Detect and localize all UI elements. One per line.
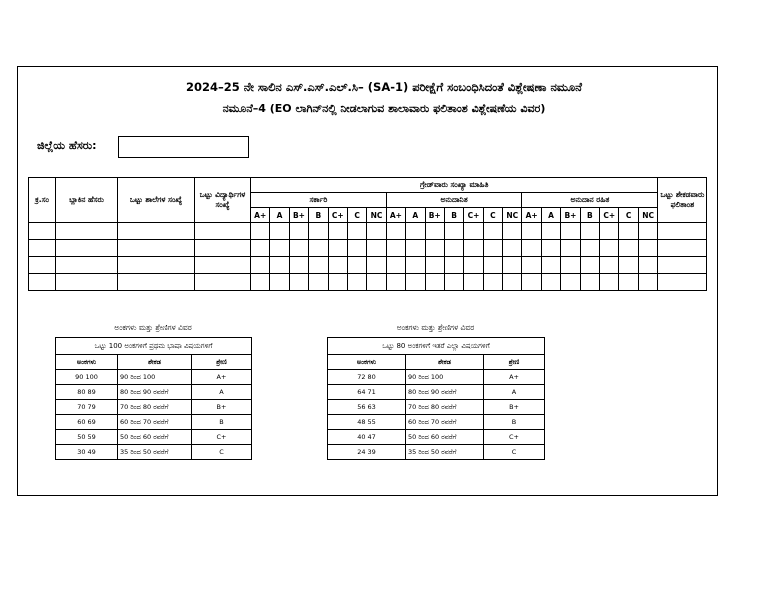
table-cell[interactable] [503, 257, 522, 274]
table-cell: 50 ರಿಂದ 60 ರವರೆಗೆ [118, 430, 192, 445]
table-row [328, 430, 545, 445]
table-cell[interactable] [658, 240, 707, 257]
table-row [29, 223, 707, 240]
table-cell: 70 ರಿಂದ 80 ರವರೆಗೆ [406, 400, 484, 415]
table-cell[interactable] [386, 257, 405, 274]
table-cell[interactable] [561, 240, 580, 257]
table-cell: 50 ರಿಂದ 60 ರವರೆಗೆ [406, 430, 484, 445]
table-cell[interactable] [541, 223, 560, 240]
table-cell: A+ [192, 370, 252, 385]
col-gradewise-header: ಗ್ರೇಡ್‌ವಾರು ಸಂಖ್ಯಾ ಮಾಹಿತಿ [251, 178, 658, 193]
table-cell[interactable] [406, 240, 425, 257]
table-cell[interactable] [29, 274, 56, 291]
table-cell[interactable] [328, 257, 347, 274]
table-cell[interactable] [425, 223, 444, 240]
table-cell[interactable] [367, 240, 386, 257]
table-cell: 90 ರಿಂದ 100 [406, 370, 484, 385]
table-cell: B+ [484, 400, 545, 415]
table-cell[interactable] [444, 257, 463, 274]
table-cell[interactable] [464, 223, 483, 240]
table-cell[interactable] [483, 274, 502, 291]
table-cell[interactable] [347, 257, 366, 274]
table-cell[interactable] [406, 257, 425, 274]
table-cell[interactable] [195, 240, 251, 257]
table-cell[interactable] [444, 223, 463, 240]
grade-header: B+ [425, 208, 444, 223]
group-header: ಸರ್ಕಾರಿ [251, 193, 387, 208]
table-cell[interactable] [347, 223, 366, 240]
table-cell: 80 89 [56, 385, 118, 400]
table-cell[interactable] [195, 274, 251, 291]
table-cell[interactable] [561, 257, 580, 274]
right-table-heading: ಒಟ್ಟು 80 ಅಂಕಗಳಿಗೆ ಇತರೆ ಎಲ್ಲಾ ವಿಷಯಗಳಿಗೆ [328, 338, 545, 355]
grade-header: B+ [561, 208, 580, 223]
table-cell[interactable] [483, 240, 502, 257]
form-subtitle: ನಮೂನೆ–4 (EO ಲಾಗಿನ್‌ನಲ್ಲಿ ನೀಡಲಾಗುವ ಶಾಲಾವಾರು ಫಲಿತಾಂಶ ವಿಶ್ಲೇಷಣೆಯ ವಿವರ) [222, 102, 546, 115]
table-cell[interactable] [386, 240, 405, 257]
grade-header: NC [638, 208, 658, 223]
table-cell[interactable] [638, 240, 658, 257]
table-cell[interactable] [289, 240, 308, 257]
table-cell[interactable] [195, 223, 251, 240]
table-cell[interactable] [522, 274, 541, 291]
table-cell[interactable] [328, 274, 347, 291]
table-cell[interactable] [347, 240, 366, 257]
table-cell: 80 ರಿಂದ 90 ರವರೆಗೆ [118, 385, 192, 400]
table-cell[interactable] [658, 257, 707, 274]
table-cell[interactable] [580, 223, 599, 240]
table-cell[interactable] [464, 274, 483, 291]
table-row [328, 385, 545, 400]
table-cell[interactable] [658, 223, 707, 240]
table-cell[interactable] [444, 274, 463, 291]
table-cell[interactable] [251, 274, 270, 291]
grade-summary-table [28, 177, 707, 291]
table-cell: 72 80 [328, 370, 406, 385]
table-cell: B [192, 415, 252, 430]
table-cell[interactable] [522, 240, 541, 257]
table-cell[interactable] [251, 223, 270, 240]
table-row [328, 400, 545, 415]
table-cell[interactable] [118, 223, 195, 240]
table-cell[interactable] [561, 223, 580, 240]
table-row [56, 445, 252, 460]
table-cell[interactable] [118, 257, 195, 274]
table-row [56, 430, 252, 445]
table-cell: 90 100 [56, 370, 118, 385]
grade-header: A+ [386, 208, 405, 223]
right-table-caption: ಅಂಕಗಳು ಮತ್ತು ಶ್ರೇಣಿಗಳ ವಿವರ [396, 323, 475, 332]
table-cell[interactable] [503, 274, 522, 291]
table-cell[interactable] [270, 274, 289, 291]
table-cell: A [192, 385, 252, 400]
table-cell[interactable] [580, 274, 599, 291]
table-cell: 80 ರಿಂದ 90 ರವರೆಗೆ [406, 385, 484, 400]
table-cell: 70 79 [56, 400, 118, 415]
table-cell: 35 ರಿಂದ 50 ರವರೆಗೆ [118, 445, 192, 460]
table-cell[interactable] [425, 274, 444, 291]
table-cell: 90 ರಿಂದ 100 [118, 370, 192, 385]
column-header: ಅಂಕಗಳು [328, 355, 406, 370]
table-cell: 60 69 [56, 415, 118, 430]
table-cell[interactable] [600, 274, 619, 291]
table-cell[interactable] [619, 240, 638, 257]
table-cell[interactable] [347, 274, 366, 291]
column-header: ಅಂಕಗಳು [56, 355, 118, 370]
table-row [56, 385, 252, 400]
table-cell[interactable] [289, 257, 308, 274]
table-row [29, 274, 707, 291]
table-cell[interactable] [270, 240, 289, 257]
table-cell: A [484, 385, 545, 400]
table-cell[interactable] [289, 274, 308, 291]
table-cell: 56 63 [328, 400, 406, 415]
table-cell[interactable] [541, 240, 560, 257]
table-cell: C [484, 445, 545, 460]
table-cell[interactable] [328, 240, 347, 257]
grade-header: A [406, 208, 425, 223]
col-schools-header: ಒಟ್ಟು ಶಾಲೆಗಳ ಸಂಖ್ಯೆ [118, 178, 195, 223]
grade-header: NC [367, 208, 386, 223]
table-cell: 48 55 [328, 415, 406, 430]
table-cell[interactable] [522, 223, 541, 240]
district-label: ಜಿಲ್ಲೆಯ ಹೆಸರು: [37, 139, 97, 152]
table-row [56, 400, 252, 415]
table-cell: 30 49 [56, 445, 118, 460]
table-cell[interactable] [406, 223, 425, 240]
table-row [29, 257, 707, 274]
table-cell[interactable] [29, 257, 56, 274]
table-row [328, 445, 545, 460]
table-cell[interactable] [425, 240, 444, 257]
table-cell[interactable] [619, 274, 638, 291]
table-cell[interactable] [309, 223, 328, 240]
table-cell[interactable] [29, 240, 56, 257]
table-cell[interactable] [580, 240, 599, 257]
grade-header: A+ [251, 208, 270, 223]
group-header: ಅನುದಾನಿತ [386, 193, 522, 208]
first-language-grade-table [55, 337, 252, 460]
table-cell[interactable] [289, 223, 308, 240]
col-block-header: ಬ್ಲಾಕಿನ ಹೆಸರು [56, 178, 118, 223]
table-row [56, 415, 252, 430]
col-serial-header: ಕ್ರ.ಸಂ [29, 178, 56, 223]
grade-header: A [270, 208, 289, 223]
table-cell[interactable] [425, 257, 444, 274]
grade-header: C+ [600, 208, 619, 223]
table-cell[interactable] [600, 257, 619, 274]
table-cell: 24 39 [328, 445, 406, 460]
table-cell: C+ [484, 430, 545, 445]
table-cell: 60 ರಿಂದ 70 ರವರೆಗೆ [406, 415, 484, 430]
table-row [328, 370, 545, 385]
table-cell: C+ [192, 430, 252, 445]
column-header: ಶ್ರೇಣಿ [192, 355, 252, 370]
table-cell[interactable] [638, 274, 658, 291]
column-header: ಶೇಕಡ [118, 355, 192, 370]
table-cell: B [484, 415, 545, 430]
table-cell[interactable] [619, 257, 638, 274]
table-cell[interactable] [367, 274, 386, 291]
table-row [29, 240, 707, 257]
table-cell[interactable] [328, 223, 347, 240]
table-cell[interactable] [600, 223, 619, 240]
table-row [56, 370, 252, 385]
grade-header: A [541, 208, 560, 223]
left-table-caption: ಅಂಕಗಳು ಮತ್ತು ಶ್ರೇಣಿಗಳ ವಿವರ [114, 323, 192, 332]
table-cell[interactable] [29, 223, 56, 240]
table-cell: 35 ರಿಂದ 50 ರವರೆಗೆ [406, 445, 484, 460]
other-subjects-grade-table [327, 337, 545, 460]
table-cell[interactable] [56, 257, 118, 274]
col-students-header: ಒಟ್ಟು ವಿದ್ಯಾರ್ಥಿಗಳ ಸಂಖ್ಯೆ [195, 178, 251, 223]
table-cell[interactable] [464, 257, 483, 274]
table-cell[interactable] [309, 257, 328, 274]
table-cell: 50 59 [56, 430, 118, 445]
table-cell[interactable] [561, 274, 580, 291]
table-cell[interactable] [444, 240, 463, 257]
col-total-header: ಒಟ್ಟು ಶೇಕಡವಾರು ಫಲಿತಾಂಶ [658, 178, 707, 223]
table-cell[interactable] [386, 274, 405, 291]
table-cell[interactable] [56, 274, 118, 291]
table-cell[interactable] [522, 257, 541, 274]
grade-header: C+ [328, 208, 347, 223]
table-cell[interactable] [638, 223, 658, 240]
table-row [328, 415, 545, 430]
table-cell[interactable] [600, 240, 619, 257]
grade-header: C [483, 208, 502, 223]
grade-header: NC [503, 208, 522, 223]
group-header: ಅನುದಾನ ರಹಿತ [522, 193, 658, 208]
table-cell[interactable] [270, 257, 289, 274]
table-cell: 40 47 [328, 430, 406, 445]
table-cell[interactable] [309, 274, 328, 291]
column-header: ಶ್ರೇಣಿ [484, 355, 545, 370]
table-cell[interactable] [658, 274, 707, 291]
grade-header: B [309, 208, 328, 223]
table-cell[interactable] [251, 240, 270, 257]
table-cell[interactable] [270, 223, 289, 240]
table-cell[interactable] [367, 257, 386, 274]
table-cell[interactable] [309, 240, 328, 257]
table-cell[interactable] [619, 223, 638, 240]
table-cell[interactable] [386, 223, 405, 240]
table-cell[interactable] [483, 257, 502, 274]
table-cell[interactable] [638, 257, 658, 274]
grade-header: B+ [289, 208, 308, 223]
table-cell[interactable] [56, 223, 118, 240]
table-cell: 70 ರಿಂದ 80 ರವರೆಗೆ [118, 400, 192, 415]
table-cell[interactable] [503, 223, 522, 240]
left-table-heading: ಒಟ್ಟು 100 ಅಂಕಗಳಿಗೆ ಪ್ರಥಮ ಭಾಷಾ ವಿಷಯಗಳಿಗೆ [56, 338, 252, 355]
table-cell[interactable] [195, 257, 251, 274]
table-cell[interactable] [406, 274, 425, 291]
table-cell: 64 71 [328, 385, 406, 400]
table-cell[interactable] [56, 240, 118, 257]
table-cell[interactable] [580, 257, 599, 274]
form-title: 2024–25 ನೇ ಸಾಲಿನ ಎಸ್.ಎಸ್.ಎಲ್.ಸಿ– (SA-1) ಪರೀಕ್ಷೆಗೆ ಸಂಬಂಧಿಸಿದಂತೆ ವಿಶ್ಲೇಷಣಾ ನಮೂನೆ [186, 80, 582, 94]
table-cell[interactable] [483, 223, 502, 240]
table-cell[interactable] [367, 223, 386, 240]
table-cell[interactable] [541, 257, 560, 274]
grade-header: B [444, 208, 463, 223]
table-cell[interactable] [503, 240, 522, 257]
grade-header: A+ [522, 208, 541, 223]
table-cell[interactable] [118, 274, 195, 291]
district-name-field[interactable] [118, 136, 249, 158]
table-cell: C [192, 445, 252, 460]
grade-header: B [580, 208, 599, 223]
table-cell[interactable] [541, 274, 560, 291]
table-cell: B+ [192, 400, 252, 415]
grade-header: C+ [464, 208, 483, 223]
table-cell: 60 ರಿಂದ 70 ರವರೆಗೆ [118, 415, 192, 430]
table-cell[interactable] [464, 240, 483, 257]
table-cell[interactable] [251, 257, 270, 274]
grade-header: C [619, 208, 638, 223]
grade-header: C [347, 208, 366, 223]
column-header: ಶೇಕಡ [406, 355, 484, 370]
table-cell[interactable] [118, 240, 195, 257]
table-cell: A+ [484, 370, 545, 385]
